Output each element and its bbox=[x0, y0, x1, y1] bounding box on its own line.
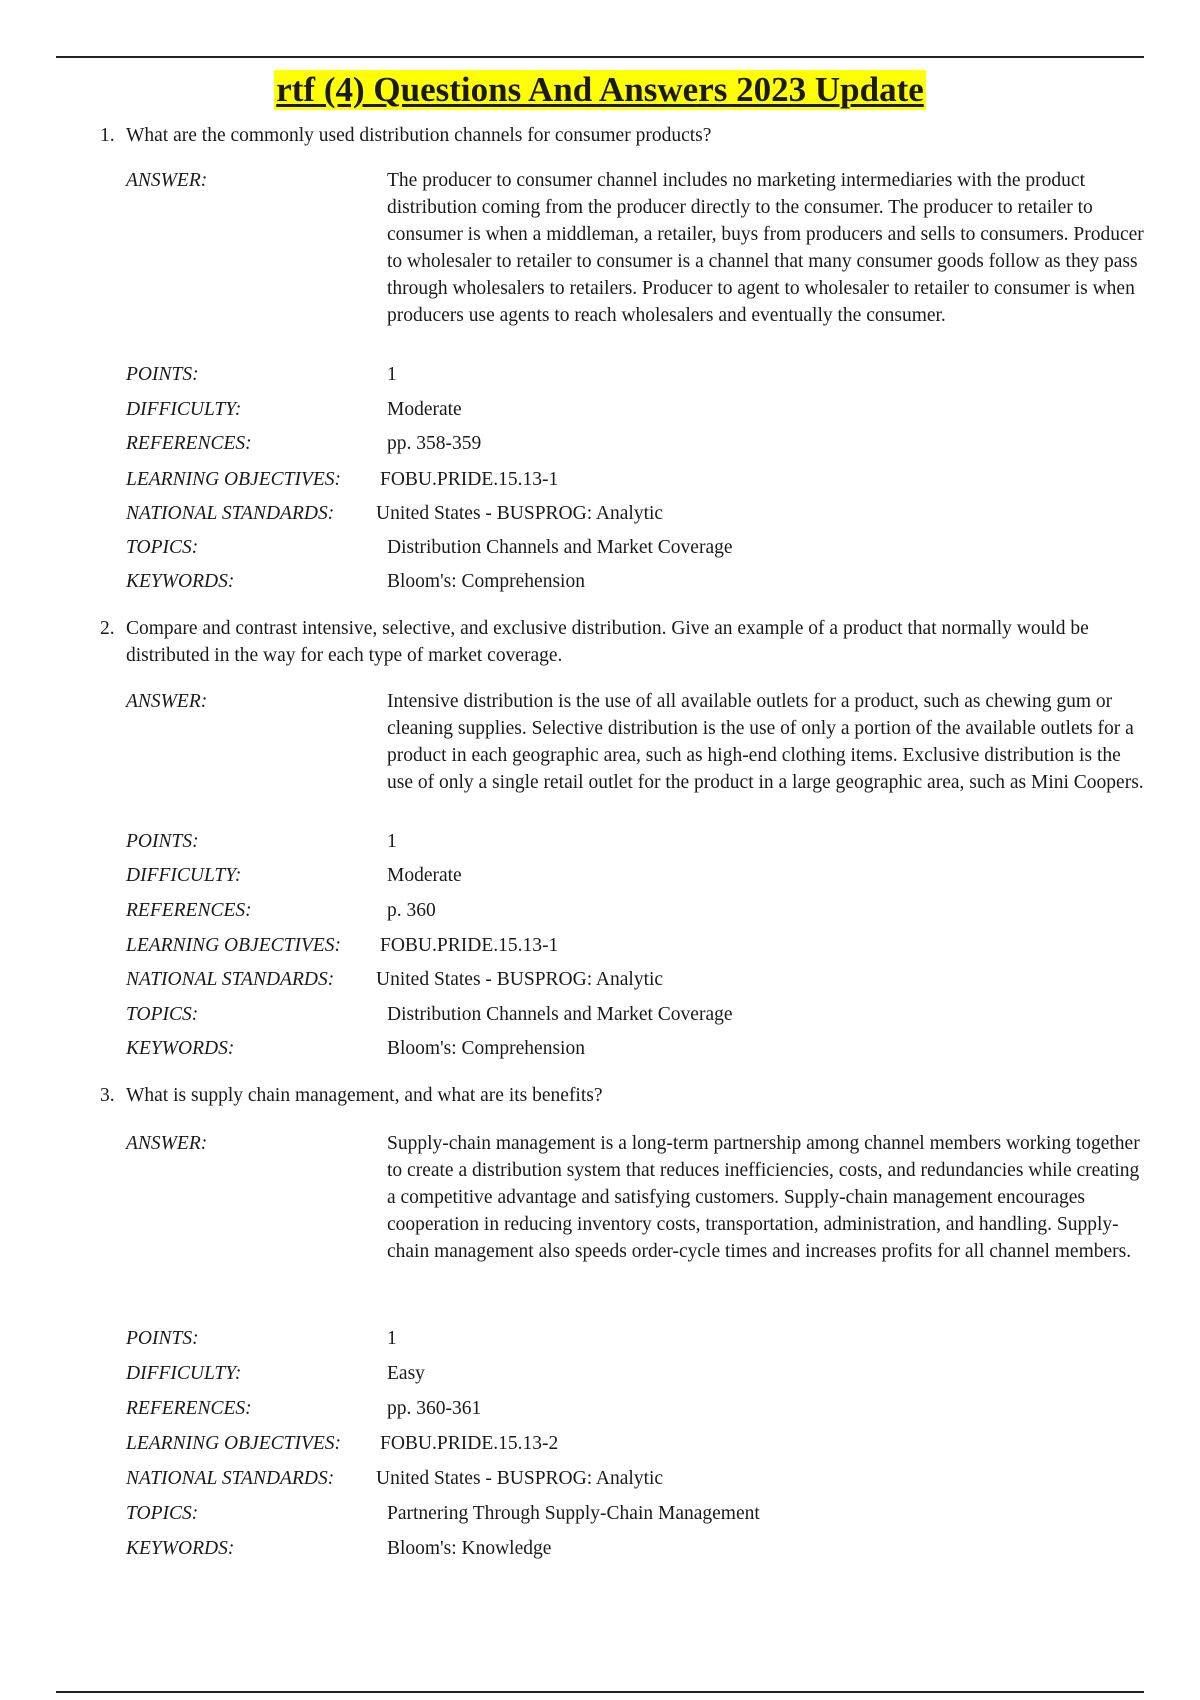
answer-label: ANSWER: bbox=[126, 691, 208, 712]
answer-label: ANSWER: bbox=[126, 170, 208, 191]
learning-objectives-label: LEARNING OBJECTIVES: bbox=[126, 469, 342, 490]
national-standards-label: NATIONAL STANDARDS: bbox=[126, 503, 335, 524]
topics-value: Partnering Through Supply-Chain Management bbox=[387, 1503, 760, 1524]
points-value: 1 bbox=[387, 1328, 397, 1349]
title-block bbox=[0, 70, 1200, 110]
question-text: What are the commonly used distribution channels for consumer products? bbox=[126, 125, 712, 146]
learning-objectives-value: FOBU.PRIDE.15.13-1 bbox=[380, 935, 559, 956]
answer-label: ANSWER: bbox=[126, 1133, 208, 1154]
keywords-value: Bloom's: Knowledge bbox=[387, 1538, 552, 1559]
references-value: p. 360 bbox=[387, 900, 436, 921]
learning-objectives-label: LEARNING OBJECTIVES: bbox=[126, 935, 342, 956]
national-standards-value: United States - BUSPROG: Analytic bbox=[376, 503, 664, 524]
points-value: 1 bbox=[387, 364, 397, 385]
keywords-value: Bloom's: Comprehension bbox=[387, 571, 585, 592]
references-label: REFERENCES: bbox=[126, 900, 252, 921]
topics-label: TOPICS: bbox=[126, 1503, 199, 1524]
references-value: pp. 360-361 bbox=[387, 1398, 482, 1419]
question-text: What is supply chain management, and what are its benefits? bbox=[126, 1085, 603, 1106]
points-value: 1 bbox=[387, 831, 397, 852]
question-2 bbox=[100, 615, 1144, 669]
keywords-value: Bloom's: Comprehension bbox=[387, 1038, 585, 1059]
learning-objectives-value: FOBU.PRIDE.15.13-1 bbox=[380, 469, 559, 490]
keywords-label: KEYWORDS: bbox=[126, 1538, 235, 1559]
national-standards-label: NATIONAL STANDARDS: bbox=[126, 969, 335, 990]
references-label: REFERENCES: bbox=[126, 433, 252, 454]
difficulty-value: Easy bbox=[387, 1363, 425, 1384]
difficulty-label: DIFFICULTY: bbox=[126, 399, 242, 420]
references-value: pp. 358-359 bbox=[387, 433, 482, 454]
answer-text: The producer to consumer channel includes no marketing intermediaries with the product distribution coming from the producer directly to the consumer. The producer to retailer to consumer is when a middleman, a retailer, buys from producers and sells to consumers. Producer to wholesaler to retailer to consumer is a channel that many consumer goods follow as they pass through wholesalers to retailers. Producer to agent to wholesaler to retailer to consumer is when producers use agents to reach wholesalers and eventually the consumer. bbox=[387, 170, 1144, 326]
question-number: 3. bbox=[100, 1085, 115, 1106]
topics-value: Distribution Channels and Market Coverage bbox=[387, 1004, 733, 1025]
national-standards-value: United States - BUSPROG: Analytic bbox=[376, 1468, 664, 1489]
answer-text: Supply-chain management is a long-term partnership among channel members working together to create a distribution system that reduces inefficiencies, costs, and redundancies while creating a competitive advantage and satisfying customers. Supply-chain management encourages cooperation in reducing inventory costs, transportation, administration, and handling. Supply-chain management also speeds order-cycle times and increases profits for all channel members. bbox=[387, 1133, 1140, 1262]
topics-label: TOPICS: bbox=[126, 537, 199, 558]
points-label: POINTS: bbox=[126, 1328, 199, 1349]
difficulty-value: Moderate bbox=[387, 865, 462, 886]
question-text: Compare and contrast intensive, selective, and exclusive distribution. Give an example of a product that normally would be distributed in the way for each type of market coverage. bbox=[126, 618, 1089, 666]
learning-objectives-value: FOBU.PRIDE.15.13-2 bbox=[380, 1433, 559, 1454]
national-standards-value: United States - BUSPROG: Analytic bbox=[376, 969, 664, 990]
references-label: REFERENCES: bbox=[126, 1398, 252, 1419]
national-standards-label: NATIONAL STANDARDS: bbox=[126, 1468, 335, 1489]
question-number: 2. bbox=[100, 618, 115, 639]
answer-text: Intensive distribution is the use of all available outlets for a product, such as chewing gum or cleaning supplies. Selective distribution is the use of only a portion of the available outlets for a product in each geographic area, such as high-end clothing items. Exclusive distribution is the use of only a single retail outlet for the product in a large geographic area, such as Mini Coopers. bbox=[387, 691, 1144, 793]
difficulty-label: DIFFICULTY: bbox=[126, 865, 242, 886]
topics-label: TOPICS: bbox=[126, 1004, 199, 1025]
question-1 bbox=[100, 122, 1144, 149]
keywords-label: KEYWORDS: bbox=[126, 1038, 235, 1059]
question-3 bbox=[100, 1082, 1144, 1109]
points-label: POINTS: bbox=[126, 364, 199, 385]
points-label: POINTS: bbox=[126, 831, 199, 852]
question-number: 1. bbox=[100, 125, 115, 146]
bottom-rule bbox=[56, 1691, 1144, 1693]
learning-objectives-label: LEARNING OBJECTIVES: bbox=[126, 1433, 342, 1454]
difficulty-value: Moderate bbox=[387, 399, 462, 420]
topics-value: Distribution Channels and Market Coverage bbox=[387, 537, 733, 558]
page-title: rtf (4) Questions And Answers 2023 Update bbox=[276, 70, 924, 109]
difficulty-label: DIFFICULTY: bbox=[126, 1363, 242, 1384]
top-rule bbox=[56, 56, 1144, 58]
keywords-label: KEYWORDS: bbox=[126, 571, 235, 592]
